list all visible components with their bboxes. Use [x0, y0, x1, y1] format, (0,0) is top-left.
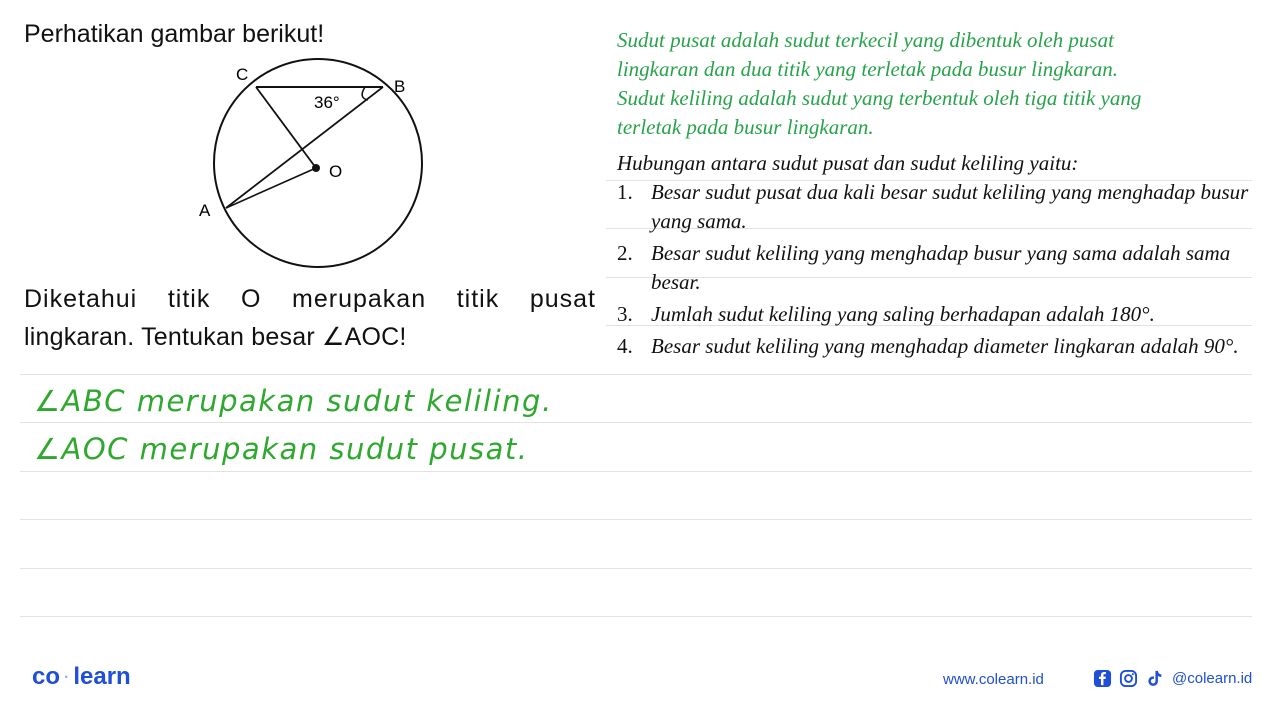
definitions-block — [617, 26, 1257, 142]
label-c: C — [236, 65, 249, 84]
logo-text-learn: learn — [73, 663, 131, 690]
problem-line: Diketahui titik O merupakan titik pusat — [24, 285, 596, 313]
social-links — [1092, 668, 1252, 688]
problem-title: Perhatikan gambar berikut! — [24, 20, 325, 48]
ruled-line — [20, 568, 1252, 569]
definition-line: Sudut pusat adalah sudut terkecil yang dibentuk oleh pusat — [617, 28, 1114, 52]
social-handle[interactable]: @colearn.id — [1172, 669, 1253, 687]
center-point-o — [312, 164, 320, 172]
tiktok-icon[interactable] — [1144, 668, 1164, 688]
list-item-text: Besar sudut keliling yang menghadap diameter lingkaran adalah 90°. — [651, 334, 1239, 358]
instagram-icon[interactable] — [1118, 668, 1138, 688]
label-o: O — [329, 162, 343, 181]
definition-line: lingkaran dan dua titik yang terletak pada busur lingkaran. — [617, 57, 1119, 81]
list-item — [617, 332, 1257, 361]
colearn-logo[interactable] — [32, 663, 131, 691]
label-a: A — [199, 201, 211, 220]
circle-figure — [190, 56, 450, 281]
list-item-text: Jumlah sudut keliling yang saling berhadapan adalah 180°. — [651, 302, 1155, 326]
angle-b-arc — [362, 87, 368, 100]
angle-label: 36° — [314, 93, 340, 112]
website-link[interactable]: www.colearn.id — [943, 671, 1044, 688]
logo-dot: · — [64, 668, 70, 686]
chord-ab — [226, 87, 383, 208]
ruled-line — [20, 519, 1252, 520]
list-item-number: 3. — [617, 302, 633, 326]
segment-co — [256, 87, 316, 168]
facebook-icon[interactable] — [1092, 668, 1112, 688]
problem-line: lingkaran. Tentukan besar ∠AOC! — [24, 323, 407, 351]
list-item-number: 1. — [617, 180, 633, 204]
ruled-line — [20, 616, 1252, 617]
definition-line: Sudut keliling adalah sudut yang terbentuk oleh tiga titik yang — [617, 86, 1142, 110]
list-item — [617, 300, 1257, 329]
relation-list — [617, 178, 1257, 364]
relation-heading: Hubungan antara sudut pusat dan sudut keliling yaitu: — [617, 151, 1079, 175]
ruled-line — [20, 471, 1252, 472]
list-item-number: 2. — [617, 241, 633, 265]
handwritten-note: ∠ABC merupakan sudut keliling. — [34, 384, 553, 418]
list-item — [617, 178, 1257, 236]
ruled-line — [20, 374, 1252, 375]
problem-body — [24, 280, 596, 356]
list-item-number: 4. — [617, 334, 633, 358]
ruled-line — [20, 422, 1252, 423]
circle-outline — [214, 59, 422, 267]
definition-line: terletak pada busur lingkaran. — [617, 115, 874, 139]
list-item-text: Besar sudut keliling yang menghadap busur yang sama adalah sama besar. — [651, 241, 1231, 294]
label-b: B — [394, 77, 406, 96]
list-item-text: Besar sudut pusat dua kali besar sudut keliling yang menghadap busur yang sama. — [651, 180, 1249, 233]
logo-text-co: co — [32, 663, 61, 690]
list-item — [617, 239, 1257, 297]
handwritten-note: ∠AOC merupakan sudut pusat. — [34, 432, 529, 466]
